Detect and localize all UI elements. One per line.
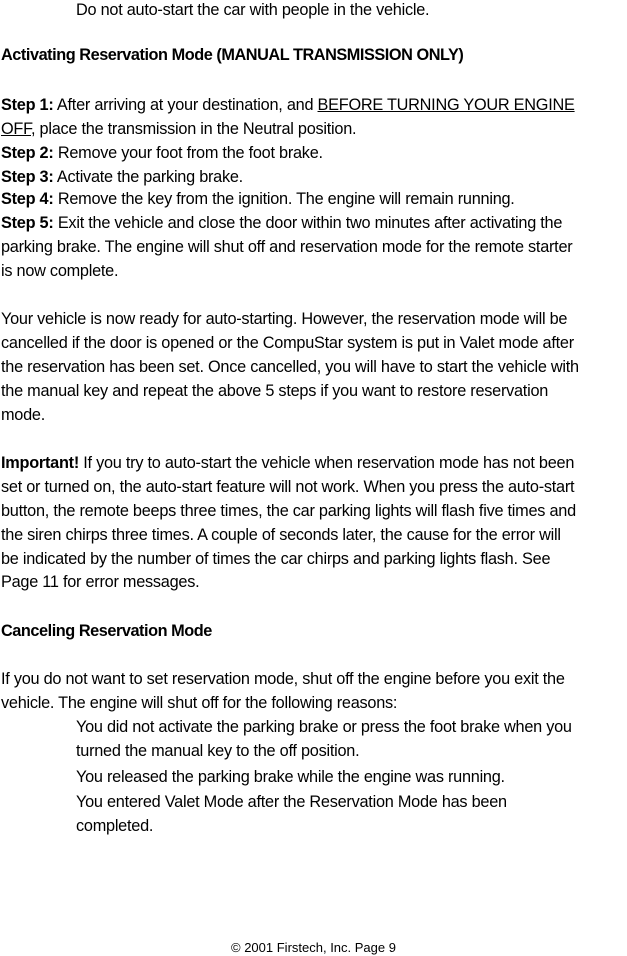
step-3	[1, 167, 243, 187]
reason-line: You released the parking brake while the engine was running.	[76, 768, 505, 786]
step-2-text: Remove your foot from the foot brake.	[53, 144, 323, 162]
step-1-text-end: , place the transmission in the Neutral position.	[31, 120, 357, 138]
step-5-text: Exit the vehicle and close the door within two minutes after activating the	[53, 214, 563, 232]
important-text: If you try to auto-start the vehicle when reservation mode has not been	[79, 454, 575, 472]
important-line: button, the remote beeps three times, the car parking lights will flash five times and	[1, 502, 576, 520]
step-1-emphasis: BEFORE TURNING YOUR ENGINE	[317, 96, 575, 114]
paragraph-line: cancelled if the door is opened or the CompuStar system is put in Valet mode after	[1, 334, 574, 352]
step-1-continued	[1, 119, 356, 139]
page-footer: © 2001 Firstech, Inc. Page 9	[231, 940, 396, 955]
section-heading-canceling: Canceling Reservation Mode	[1, 622, 212, 640]
step-1-label: Step 1:	[1, 96, 54, 114]
paragraph-line: Your vehicle is now ready for auto-starting. However, the reservation mode will be	[1, 310, 568, 328]
step-5	[1, 213, 562, 233]
paragraph-line: the manual key and repeat the above 5 steps if you want to restore reservation	[1, 382, 549, 400]
canceling-paragraph-line: If you do not want to set reservation mode, shut off the engine before you exit the	[1, 670, 565, 688]
intro-warning: Do not auto-start the car with people in the vehicle.	[76, 1, 430, 19]
step-2-label: Step 2:	[1, 144, 54, 162]
section-heading-activating: Activating Reservation Mode (MANUAL TRANSMISSION ONLY)	[1, 46, 464, 64]
step-5-label: Step 5:	[1, 214, 54, 232]
canceling-paragraph-line: vehicle. The engine will shut off for the following reasons:	[1, 694, 398, 712]
step-3-label: Step 3:	[1, 168, 54, 186]
step-1-emphasis-end: OFF	[1, 120, 31, 138]
reason-line: turned the manual key to the off position.	[76, 742, 360, 760]
reason-line: You did not activate the parking brake or press the foot brake when you	[76, 718, 572, 736]
reason-line: You entered Valet Mode after the Reservation Mode has been	[76, 793, 507, 811]
important-line: be indicated by the number of times the car chirps and parking lights flash. See	[1, 550, 551, 568]
step-5-line-2: parking brake. The engine will shut off and reservation mode for the remote starter	[1, 238, 573, 256]
step-2	[1, 143, 323, 163]
step-3-text: Activate the parking brake.	[53, 168, 243, 186]
paragraph-line: mode.	[1, 406, 46, 424]
step-4-label: Step 4:	[1, 190, 54, 208]
step-4-text: Remove the key from the ignition. The engine will remain running.	[53, 190, 515, 208]
important-line: set or turned on, the auto-start feature will not work. When you press the auto-start	[1, 478, 575, 496]
important-note	[1, 453, 574, 473]
reason-line: completed.	[76, 817, 154, 835]
step-1-text: After arriving at your destination, and	[53, 96, 318, 114]
step-4	[1, 189, 515, 209]
step-5-line-3: is now complete.	[1, 262, 119, 280]
important-label: Important!	[1, 454, 79, 472]
important-line: Page 11 for error messages.	[1, 573, 200, 591]
step-1	[1, 95, 575, 115]
important-line: the siren chirps three times. A couple of seconds later, the cause for the error will	[1, 526, 561, 544]
paragraph-line: the reservation has been set. Once cancelled, you will have to start the vehicle with	[1, 358, 579, 376]
